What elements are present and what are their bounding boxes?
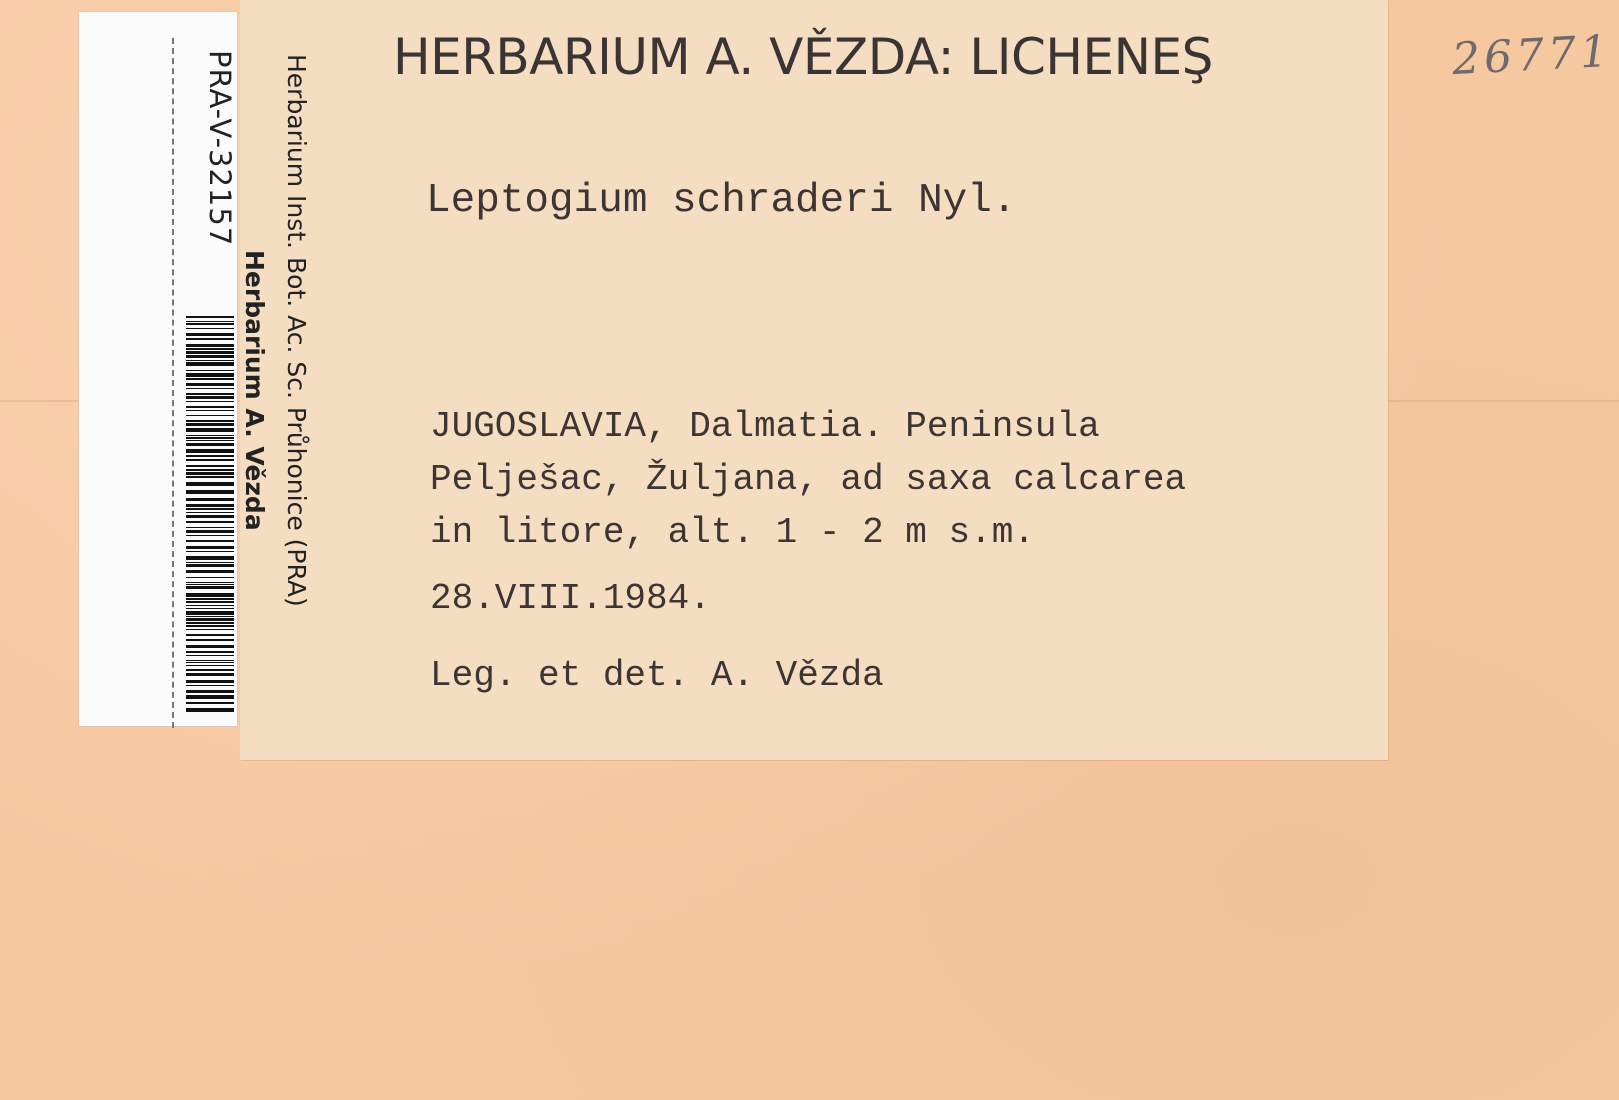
barcode-bar: [186, 459, 234, 461]
barcode-bar: [186, 535, 234, 536]
cut-line: [172, 38, 174, 728]
barcode-bar: [186, 570, 234, 573]
barcode-bar: [186, 512, 234, 513]
barcode-bar: [186, 586, 234, 589]
handwritten-accession-number: 26771: [1450, 25, 1614, 86]
barcode-bar: [186, 504, 234, 507]
barcode-bar: [186, 629, 234, 630]
collection-name: Herbarium A. Vězda: [240, 250, 269, 531]
barcode-bar: [186, 708, 234, 712]
barcode-bar: [186, 645, 234, 648]
barcode-bar: [186, 556, 234, 560]
barcode-bar: [186, 551, 234, 552]
barcode-bar: [186, 348, 234, 350]
barcode-bar: [186, 323, 234, 325]
barcode-bar: [186, 328, 234, 329]
barcode-bar: [186, 598, 234, 600]
barcode-bar: [186, 651, 234, 653]
barcode-bar: [186, 393, 234, 395]
barcode-bar: [186, 321, 234, 322]
barcode-bar: [186, 593, 234, 597]
barcode-bar: [186, 611, 234, 615]
barcode-bar: [186, 338, 234, 340]
barcode-bar: [186, 333, 234, 336]
barcode-bar: [186, 584, 234, 585]
barcode-bar: [186, 455, 234, 457]
barcode-bar: [186, 508, 234, 510]
barcode-bar: [186, 601, 234, 603]
barcode-bar: [186, 605, 234, 606]
locality-line: Pelješac, Žuljana, ad saxa calcarea: [430, 459, 1187, 500]
label-header: HERBARIUM A. VĚZDA: LICHENEŞ: [393, 28, 1213, 86]
barcode-bar: [186, 634, 234, 636]
barcode-bar: [186, 440, 234, 441]
barcode-bar: [186, 449, 234, 453]
barcode-bar: [186, 437, 234, 439]
barcode-bar: [186, 351, 234, 354]
barcode-bar: [186, 639, 234, 641]
barcode-bar: [186, 702, 234, 704]
barcode-bar: [186, 406, 234, 408]
barcode-bar: [186, 680, 234, 683]
barcode-bar: [186, 383, 234, 386]
barcode-bar: [186, 540, 234, 542]
barcode-bar: [186, 498, 234, 501]
barcode-bar: [186, 662, 234, 663]
barcode-bar: [186, 665, 234, 666]
barcode-bar: [186, 690, 234, 693]
barcode-bar: [186, 443, 234, 446]
collection-date: 28.VIII.1984.: [430, 578, 711, 619]
barcode-bar: [186, 521, 234, 523]
barcode-bar: [186, 355, 234, 358]
barcode-bar: [186, 660, 234, 661]
barcode-bar: [186, 316, 234, 318]
locality-block: [430, 400, 1186, 559]
collector-line: Leg. et det. A. Vězda: [430, 655, 884, 696]
barcode-bar: [186, 373, 234, 377]
barcode-bar: [186, 472, 234, 475]
barcode-bar: [186, 490, 234, 494]
species-name: Leptogium schraderi Nyl.: [426, 178, 1017, 224]
barcode-bar: [186, 618, 234, 621]
barcode-icon: [186, 316, 234, 712]
barcode-bar: [186, 546, 234, 549]
barcode-bar: [186, 515, 234, 518]
barcode-bar: [186, 482, 234, 486]
barcode-bar: [186, 673, 234, 676]
barcode-bar: [186, 527, 234, 528]
barcode-bar: [186, 410, 234, 411]
barcode-bar: [186, 388, 234, 389]
barcode-bar: [186, 655, 234, 656]
locality-line: in litore, alt. 1 - 2 m s.m.: [430, 512, 1035, 553]
institution-name: Herbarium Inst. Bot. Ac. Sc. Průhonice (PRA): [282, 54, 311, 607]
barcode-bar: [186, 360, 234, 361]
barcode-bar: [186, 465, 234, 467]
barcode-bar: [186, 625, 234, 627]
barcode-bar: [186, 622, 234, 624]
barcode-bar: [186, 476, 234, 478]
barcode-bar: [186, 695, 234, 699]
locality-line: JUGOSLAVIA, Dalmatia. Peninsula: [430, 406, 1100, 447]
barcode-bar: [186, 577, 234, 578]
barcode-bar: [186, 530, 234, 533]
barcode-bar: [186, 435, 234, 436]
barcode-bar: [186, 564, 234, 567]
barcode-bar: [186, 420, 234, 422]
barcode-bar: [186, 469, 234, 471]
barcode-bar: [186, 616, 234, 617]
barcode-bar: [186, 423, 234, 426]
barcode-bar: [186, 370, 234, 371]
catalog-id: PRA-V-32157: [203, 50, 237, 247]
barcode-bar: [186, 669, 234, 671]
barcode-bar: [186, 415, 234, 416]
barcode-strip: [79, 12, 311, 726]
barcode-bar: [186, 562, 234, 563]
specimen-label: [240, 0, 1388, 760]
barcode-bar: [186, 582, 234, 583]
barcode-bar: [186, 401, 234, 402]
barcode-bar: [186, 685, 234, 686]
barcode-bar: [186, 608, 234, 609]
barcode-bar: [186, 428, 234, 432]
barcode-bar: [186, 344, 234, 347]
barcode-bar: [186, 396, 234, 399]
barcode-bar: [186, 378, 234, 380]
barcode-bar: [186, 362, 234, 366]
